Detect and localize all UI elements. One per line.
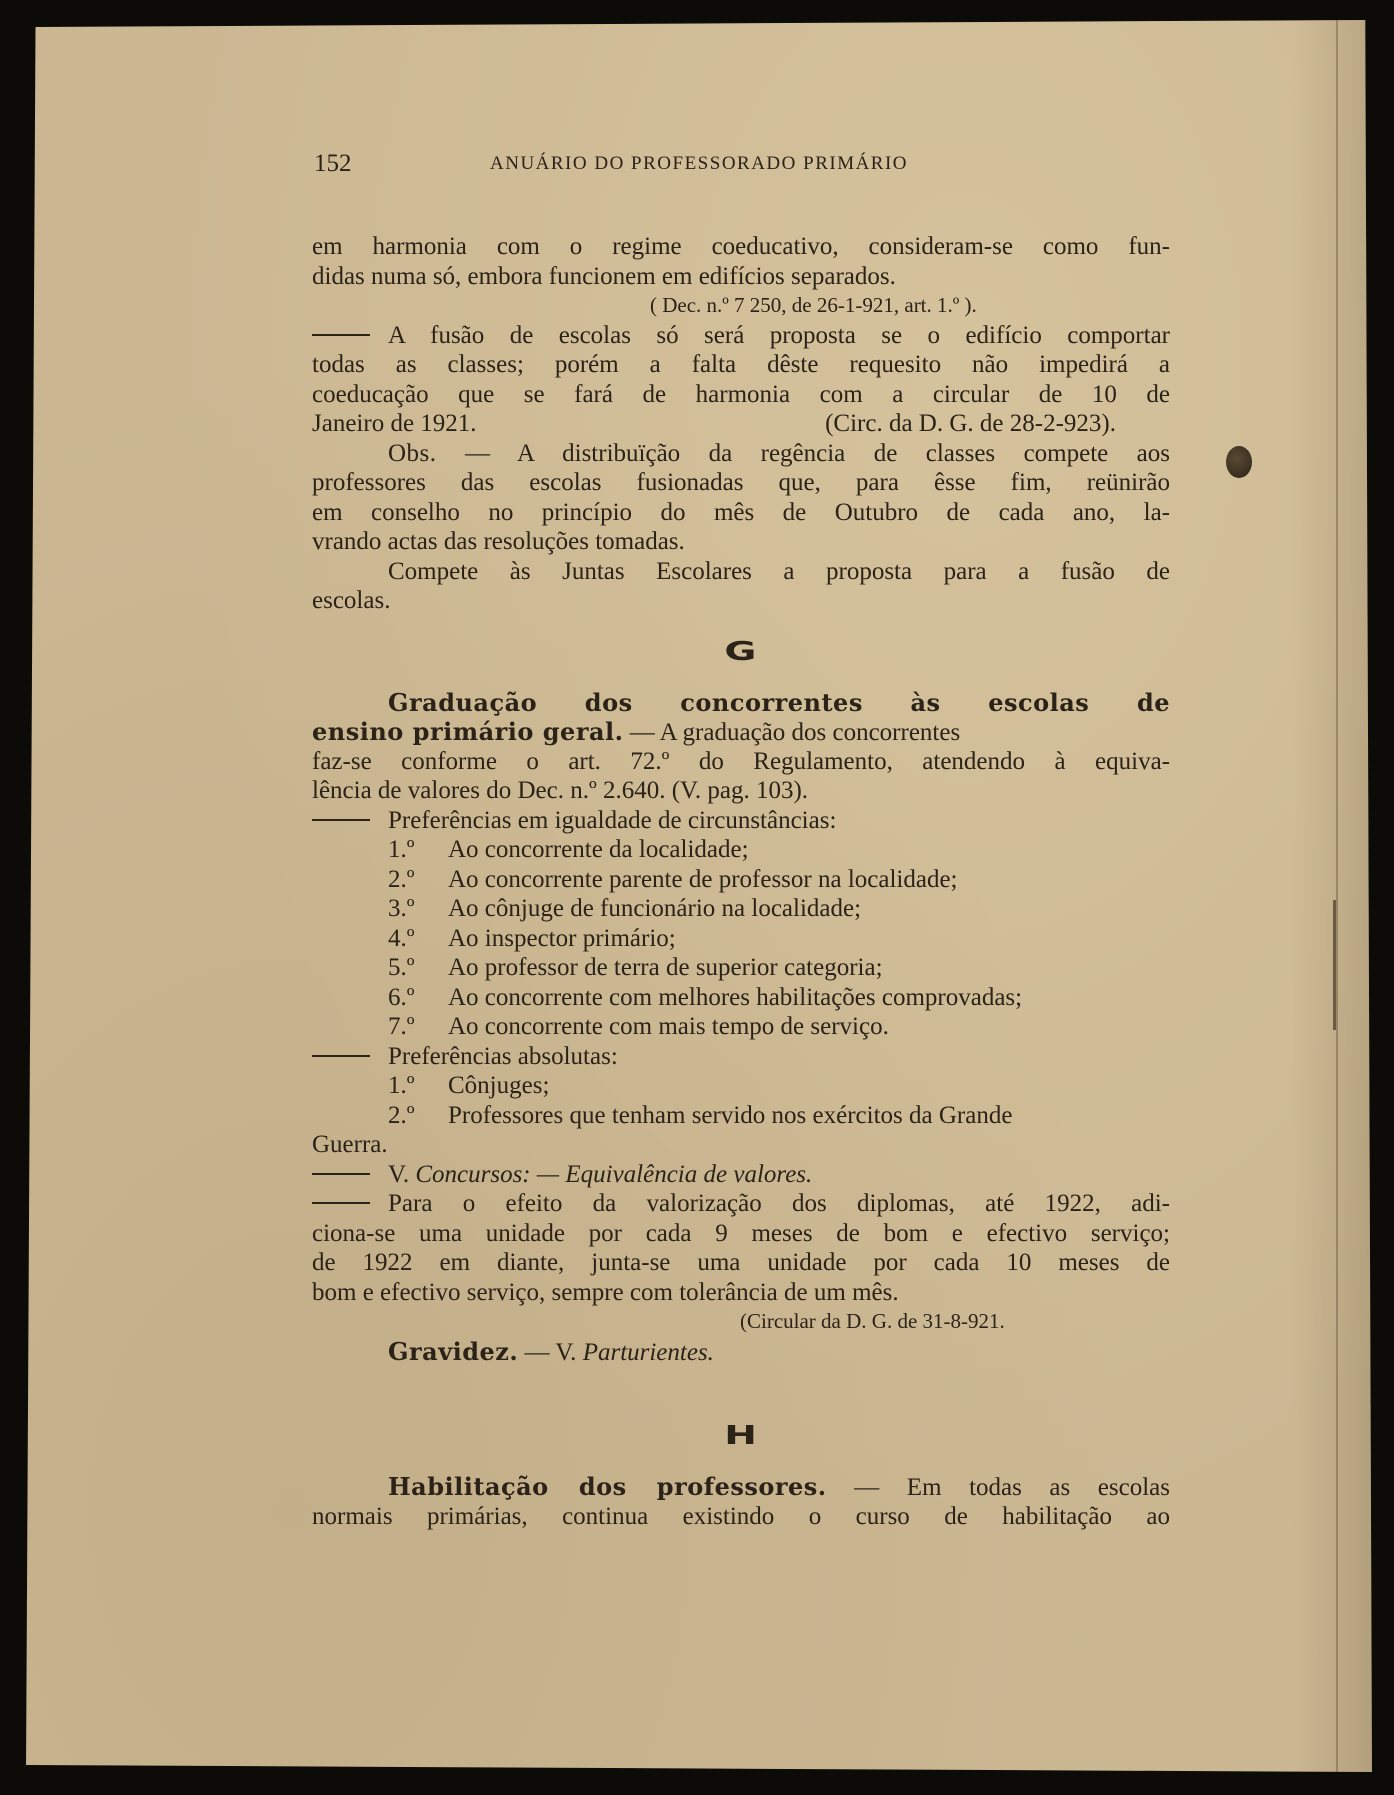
cross-reference: V. Concursos: — Equivalência de valores. — [312, 1160, 1170, 1190]
section-letter-g: G — [724, 636, 758, 667]
text-line: bom e efectivo serviço, sempre com tolerância de um mês. — [312, 1278, 899, 1306]
citation: ( Dec. n.º 7 250, de 26-1-921, art. 1.º ). — [650, 293, 977, 317]
text-line: Janeiro de 1921. (Circ. da D. G. de 28-2-923). — [312, 410, 1116, 437]
text-line: Guerra. — [312, 1131, 388, 1158]
citation: (Circular da D. G. de 31-8-921. — [740, 1309, 1005, 1333]
list-item: 1.º Ao concorrente da localidade; — [388, 836, 749, 863]
text-line: professores das escolas fusionadas que, para êsse fim, reünirão — [312, 469, 1170, 496]
list-item: 7.º Ao concorrente com mais tempo de serviço. — [388, 1013, 889, 1040]
edge-mark — [1333, 900, 1336, 1030]
running-header — [314, 150, 1174, 184]
obs-label: Obs. — [388, 439, 437, 467]
text-line: em conselho no princípio do mês de Outubro de cada ano, la- — [312, 498, 1170, 526]
em-rule — [312, 1173, 370, 1175]
text-line: normais primárias, continua existindo o curso de habilitação ao — [312, 1502, 1170, 1530]
list-item: 3.º Ao cônjuge de funcionário na localidade; — [388, 895, 862, 922]
text-line: coeducação que se fará de harmonia com a circular de 10 de — [312, 380, 1170, 408]
list-title: Preferências em igualdade de circunstâncias: — [312, 806, 1170, 836]
list-item: 2.º Professores que tenham servido nos exércitos da Grande — [388, 1101, 1013, 1129]
entry-heading: Gravidez. — V. Parturientes. — [388, 1336, 714, 1366]
list-item: 4.º Ao inspector primário; — [388, 924, 676, 952]
em-rule — [312, 819, 370, 821]
text-line: didas numa só, embora funcionem em edifícios separados. — [312, 262, 896, 290]
entry-heading: Graduação dos concorrentes às escolas de — [388, 687, 1170, 717]
page-body — [312, 232, 1170, 1531]
section-letter-h: H — [723, 1421, 759, 1451]
text-line: faz-se conforme o art. 72.º do Regulamento, atendendo à equiva- — [312, 747, 1170, 775]
page-fold — [1336, 20, 1338, 1772]
entry-heading: Habilitação dos professores. — Em todas as escolas — [388, 1472, 1170, 1501]
em-rule — [312, 1202, 370, 1204]
text-line: A fusão de escolas só será proposta se o edifício comportar — [312, 321, 1170, 351]
list-item: 5.º Ao professor de terra de superior categoria; — [388, 954, 883, 981]
text-line: de 1922 em diante, junta-se uma unidade por cada 10 meses de — [312, 1249, 1170, 1276]
text-line: em harmonia com o regime coeducativo, consideram-se como fun- — [312, 233, 1170, 260]
list-item: 6.º Ao concorrente com melhores habilitações comprovadas; — [388, 983, 1023, 1011]
list-item: 2.º Ao concorrente parente de professor na localidade; — [388, 865, 958, 893]
em-rule — [312, 334, 370, 336]
citation: (Circ. da D. G. de 28-2-923). — [825, 410, 1116, 437]
list-title: Preferências absolutas: — [312, 1042, 1170, 1072]
text-line: ensino primário geral. — A graduação dos concorrentes — [312, 717, 961, 746]
text-line: Para o efeito da valorização dos diplomas, até 1922, adi- — [312, 1189, 1170, 1219]
text-line: todas as classes; porém a falta dêste requesito não impedirá a — [312, 351, 1170, 378]
text-line: Obs. — A distribuïção da regência de classes compete aos — [388, 439, 1170, 467]
text-line: Compete às Juntas Escolares a proposta para a fusão de — [388, 557, 1170, 585]
text-line: escolas. — [312, 587, 391, 614]
text-line: lência de valores do Dec. n.º 2.640. (V. pag. 103). — [312, 777, 809, 804]
list-item: 1.º Cônjuges; — [388, 1072, 550, 1099]
page-number: 152 — [314, 150, 352, 177]
text-line: vrando actas das resoluções tomadas. — [312, 528, 685, 555]
text-line: ciona-se uma unidade por cada 9 meses de bom e efectivo serviço; — [312, 1219, 1170, 1247]
em-rule — [312, 1055, 370, 1057]
ink-blot — [1226, 446, 1252, 478]
running-title: ANUÁRIO DO PROFESSORADO PRIMÁRIO — [490, 153, 909, 174]
